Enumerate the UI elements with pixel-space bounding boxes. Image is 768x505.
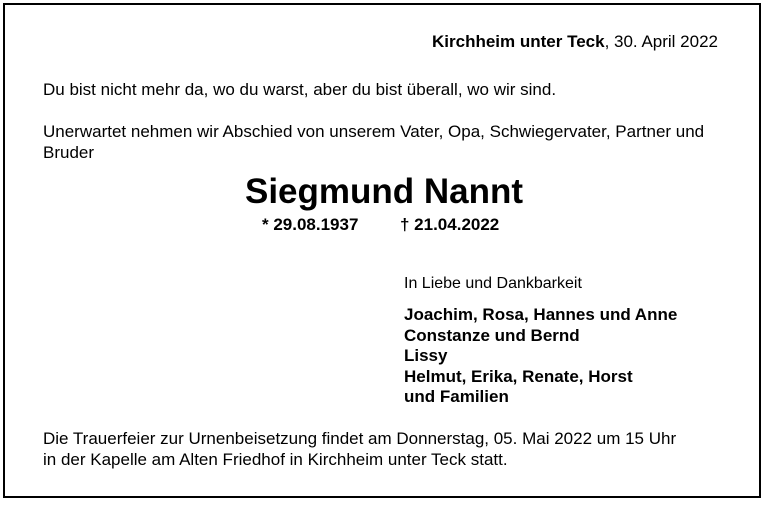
notice-date: , 30. April 2022 <box>604 32 718 51</box>
deceased-name: Siegmund Nannt <box>244 172 524 211</box>
obituary-border <box>3 3 761 498</box>
mourner-line: Helmut, Erika, Renate, Horst <box>404 366 633 386</box>
mourner-line: und Familien <box>404 387 509 406</box>
place-name: Kirchheim unter Teck <box>432 32 605 51</box>
farewell-intro: Unerwartet nehmen wir Abschied von unserem Vater, Opa, Schwiegervater, Partner und Bruder <box>43 122 705 162</box>
death-date: † 21.04.2022 <box>400 215 500 234</box>
service-line: Die Trauerfeier zur Urnenbeisetzung findet am Donnerstag, 05. Mai 2022 um 15 Uhr <box>43 429 677 448</box>
funeral-service-info <box>43 428 676 470</box>
mourners-intro: In Liebe und Dankbarkeit <box>404 275 582 292</box>
birth-date: * 29.08.1937 <box>262 215 359 234</box>
mourner-line: Joachim, Rosa, Hannes und Anne <box>404 305 678 324</box>
memorial-quote: Du bist nicht mehr da, wo du warst, aber du bist überall, wo wir sind. <box>43 80 557 99</box>
mourner-line: Lissy <box>404 346 448 365</box>
place-date <box>432 32 718 52</box>
service-line: in der Kapelle am Alten Friedhof in Kirchheim unter Teck statt. <box>43 450 508 469</box>
mourners-list <box>404 305 677 408</box>
mourner-line: Constanze und Bernd <box>404 325 580 345</box>
